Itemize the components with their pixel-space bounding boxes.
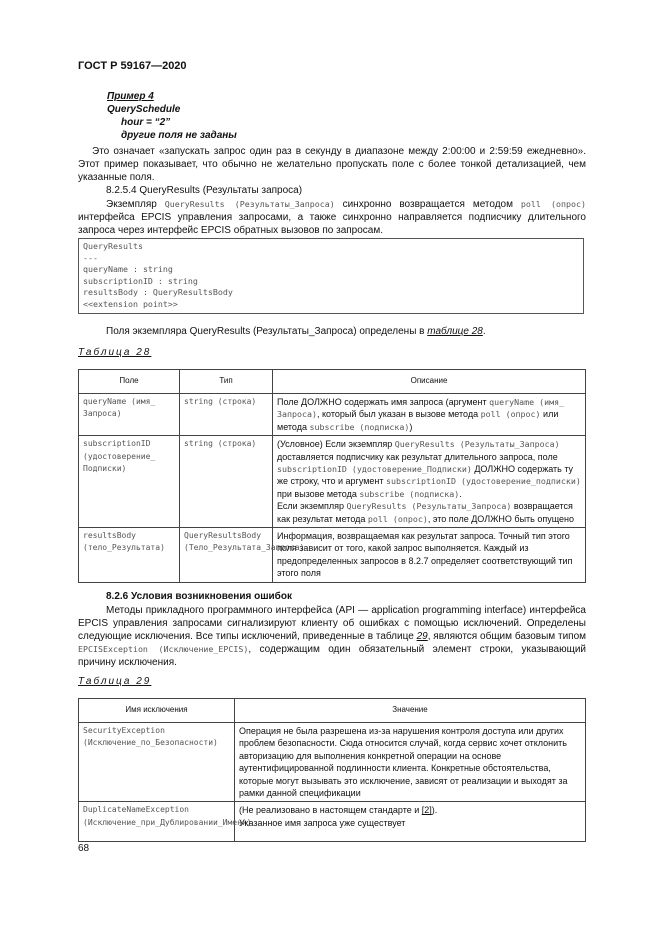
table-link[interactable]: 29 bbox=[416, 631, 428, 642]
reference-link[interactable]: [2] bbox=[421, 805, 432, 816]
table-link[interactable]: таблице 28 bbox=[427, 326, 483, 337]
paragraph: Поля экземпляра QueryResults (Результаты_Запроса) определены в таблице 28. bbox=[106, 326, 486, 337]
column-header: Поле bbox=[79, 370, 180, 394]
page-number: 68 bbox=[78, 843, 90, 854]
table-row bbox=[79, 802, 586, 842]
document-header: ГОСТ Р 59167—2020 bbox=[78, 60, 187, 72]
table-caption: Таблица 28 bbox=[78, 347, 152, 358]
column-header: Описание bbox=[273, 370, 586, 394]
example-title: Пример 4 bbox=[107, 91, 154, 102]
code-line: <<extension point>> bbox=[83, 298, 178, 309]
paragraph: Методы прикладного программного интерфейса (API — application programming interface) интерфейса EPCIS управления запросами сигнализируют клиенту об ошибках с помощью исключений. Определены следующие исключения. Все типы исключений, приведенные в таблице 29, являются общим базовым типом EPCISException (Исключение_EPCIS), содержащим один обязательный элемент строки, указывающий причину исключения. bbox=[78, 605, 587, 668]
table-header-row bbox=[79, 699, 586, 723]
table-row bbox=[79, 436, 586, 528]
description-cell: (Условное) Если экземпляр QueryResults (Результаты_Запроса) доставляется подписчику как результат длительного запроса, поле subscriptionID (удостоверение_Подписки) ДОЛЖНО содержать ту же строку, что и аргумент subscriptionID (удостоверение_подписки) при вызове метода subscribe (подписка). Если экземпляр QueryResults (Результаты_Запроса) возвращается как результат метода poll (опрос), это поле ДОЛЖНО быть опущено bbox=[273, 436, 586, 528]
example-line: hour = “2” bbox=[121, 117, 171, 128]
section-heading: 8.2.5.4 QueryResults (Результаты запроса) bbox=[106, 185, 303, 196]
code-line: resultsBody : QueryResultsBody bbox=[83, 287, 233, 298]
type-cell: string (строка) bbox=[180, 436, 273, 528]
code-line: subscriptionID : string bbox=[83, 275, 198, 286]
table-28 bbox=[78, 369, 586, 583]
table-header-row bbox=[79, 370, 586, 394]
example-line: другие поля не заданы bbox=[121, 130, 237, 141]
type-cell: QueryResultsBody (Тело_Результата_Запроса) bbox=[180, 528, 273, 583]
section-heading: 8.2.6 Условия возникновения ошибок bbox=[106, 591, 292, 602]
meaning-cell: Операция не была разрешена из-за нарушения контроля доступа или других проблем безопасности. Сюда относится случай, когда сервис хочет отклонить авторизацию для выполнения конкретной операции на основе аутентифицированной подлинности клиента. Конкретные обстоятельства, которые могут вызывать это исключение, зависят от реализации и выходят за рамки данной спецификации bbox=[235, 723, 586, 802]
column-header: Значение bbox=[235, 699, 586, 723]
table-row bbox=[79, 723, 586, 802]
table-29 bbox=[78, 698, 586, 842]
description-cell: Поле ДОЛЖНО содержать имя запроса (аргумент queryName (имя_ Запроса), который был указан в вызове метода poll (опрос) или метода subscribe (подписка)) bbox=[273, 394, 586, 436]
field-cell: queryName (имя_ Запроса) bbox=[79, 394, 180, 436]
example-line: QuerySchedule bbox=[107, 104, 181, 115]
table-row bbox=[79, 394, 586, 436]
code-line: --- bbox=[83, 252, 98, 263]
description-cell: Информация, возвращаемая как результат запроса. Точный тип этого поля зависит от того, какой запрос выполняется. Каждый из предопределенных запросов в 8.2.7 определяет соответствующий тип этого поля bbox=[273, 528, 586, 583]
code-line: queryName : string bbox=[83, 264, 173, 275]
code-line: QueryResults bbox=[83, 241, 143, 251]
type-cell: string (строка) bbox=[180, 394, 273, 436]
table-caption: Таблица 29 bbox=[78, 676, 152, 687]
column-header: Тип bbox=[180, 370, 273, 394]
example-block bbox=[107, 90, 237, 142]
field-cell: subscriptionID (удостоверение_ Подписки) bbox=[79, 436, 180, 528]
column-header: Имя исключения bbox=[79, 699, 235, 723]
code-block bbox=[78, 238, 584, 314]
paragraph: Экземпляр QueryResults (Результаты_Запроса) синхронно возвращается методом poll (опрос) интерфейса EPCIS управления запросами, а также синхронно направляется подписчику длительного запроса через интерфейс EPCIS обратных вызовов по запросам. bbox=[78, 199, 586, 236]
exception-name-cell: DuplicateNameException (Исключение_при_Дублировании_Имени) bbox=[79, 802, 235, 842]
paragraph: Это означает «запускать запрос один раз в секунду в диапазоне между 2:00:00 и 2:59:59 ежедневно». Этот пример показывает, что обычно не желательно пропускать поле с более тонкой детализацией, чем указанные поля. bbox=[78, 146, 586, 183]
exception-name-cell: SecurityException (Исключение_по_Безопасности) bbox=[79, 723, 235, 802]
table-row bbox=[79, 528, 586, 583]
meaning-cell: (Не реализовано в настоящем стандарте и [2]). Указанное имя запроса уже существует bbox=[235, 802, 586, 842]
field-cell: resultsBody (тело_Результата) bbox=[79, 528, 180, 583]
